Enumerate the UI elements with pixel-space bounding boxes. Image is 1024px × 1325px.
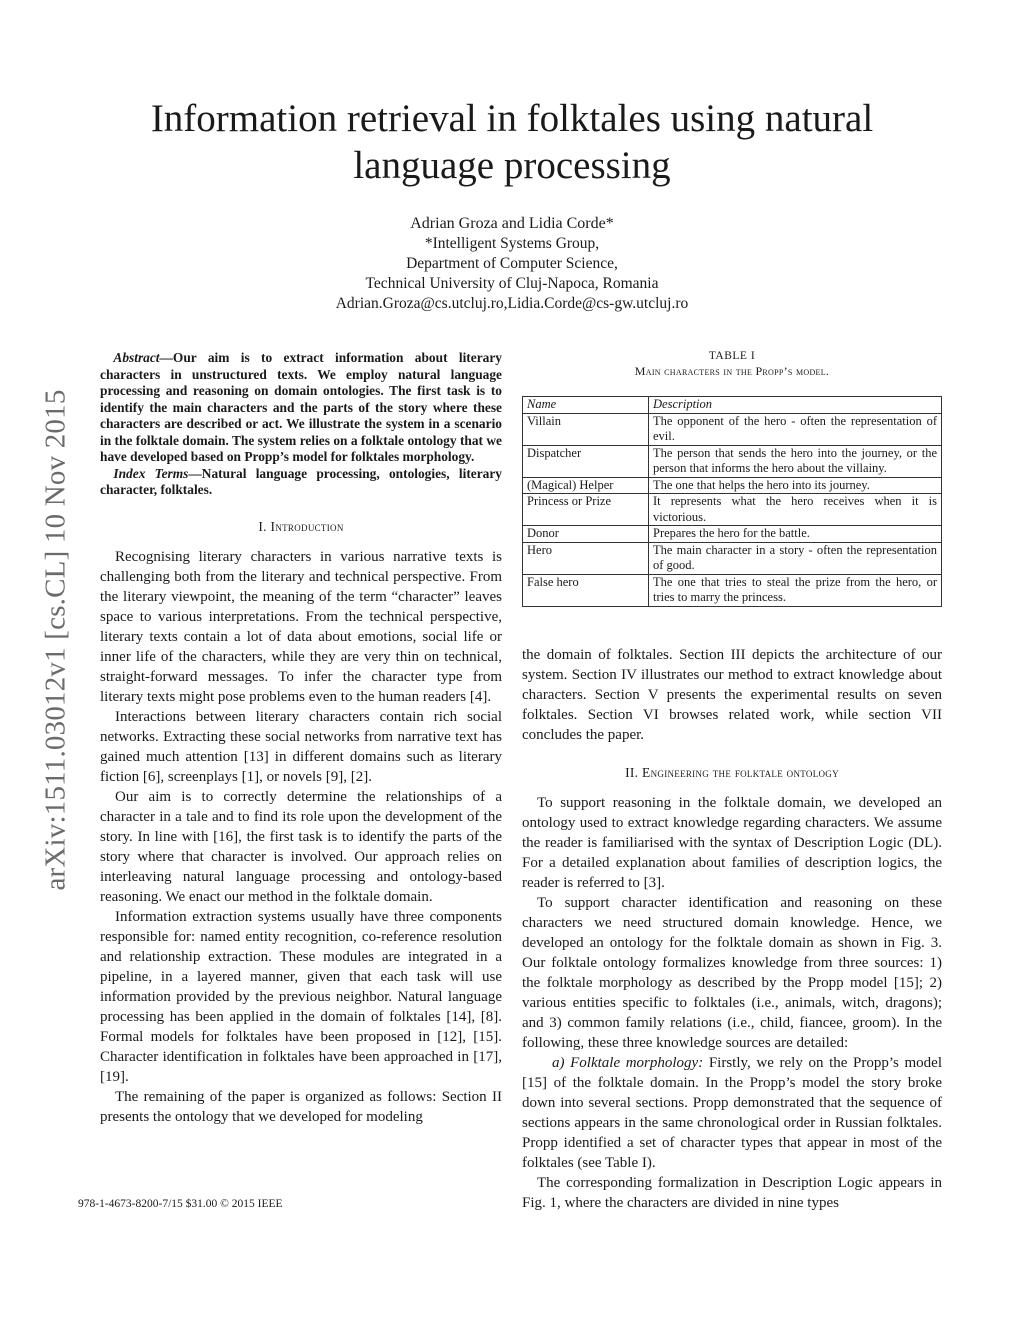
section-title: Engineering the folktale ontology [642,764,839,780]
paragraph: Our aim is to correctly determine the relationships of a character in a tale and to find its role upon the development of the story. In line with [16], the first task is to identify the parts of the story where that character is involved. Our approach relies on interleaving natural language processing and ontology-based reasoning. We enact our method in the folktale domain. [100,788,502,905]
abstract-lead: Abstract [113,350,160,365]
table-label: TABLE I [708,350,756,362]
table-row [523,445,942,477]
introduction-body [100,547,502,1127]
table-row [523,542,942,574]
section-heading-ontology [522,765,942,781]
section-number: II. [625,764,639,780]
table-header-cell: Description [649,397,942,414]
table-row [523,526,942,543]
copyright-footer: 978-1-4673-8200-7/15 $31.00 © 2015 IEEE [78,1198,283,1210]
section-title: Introduction [270,518,344,534]
right-column [522,350,942,1213]
affiliation-line: *Intelligent Systems Group, [424,235,600,252]
section-number: I. [258,518,267,534]
abstract-text: —Our aim is to extract information about literary characters in unstructured texts. We employ natural language processing and reasoning on domain ontologies. The first task is to identify the main characters and the parts of the story where these characters are described or act. We illustrate the system in a scenario in the folktale domain. The system relies on a folktale ontology that we have developed based on Propp’s model for folktales morphology. [100,350,502,464]
table-cell-name: Princess or Prize [523,494,649,526]
table-cell-description: Prepares the hero for the battle. [649,526,942,543]
characters-table [522,396,942,607]
table-caption: Main characters in the Propp’s model. [634,364,830,378]
paragraph: The corresponding formalization in Description Logic appears in Fig. 1, where the characters are divided in nine types [522,1174,942,1211]
section-heading-introduction [100,519,502,535]
table-cell-name: Dispatcher [523,445,649,477]
item-title: a) Folktale morphology: [552,1054,704,1071]
paragraph: Interactions between literary characters contain rich social networks. Extracting these social networks from narrative text has gained much attention [13] in different domains such as literary fiction [6], screenplays [1], or novels [9], [2]. [100,708,502,785]
paragraph: the domain of folktales. Section III depicts the architecture of our system. Section IV illustrates our method to extract knowledge about characters. Section V presents the experimental results on seven folktales. Section VI browses related work, while section VII concludes the paper. [522,646,942,743]
author-block [150,214,874,314]
table-cell-description: The one that helps the hero into its journey. [649,477,942,494]
paragraph [522,1053,942,1173]
table-row [523,477,942,494]
index-terms-text: —Natural language processing, ontologies, literary character, folktales. [100,465,502,497]
table-header-cell: Name [523,397,649,414]
index-terms-lead: Index Terms [113,465,189,481]
affiliation-line: Technical University of Cluj-Napoca, Romania [365,275,659,292]
table-cell-name: Donor [523,526,649,543]
table-cell-description: It represents what the hero receives when it is victorious. [649,494,942,526]
paper-title: Information retrieval in folktales using natural language processing [150,97,874,187]
affiliation-line: Department of Computer Science, [406,255,618,272]
paragraph: The remaining of the paper is organized as follows: Section II presents the ontology that we developed for modeling [100,1088,502,1125]
table-row [523,413,942,445]
paragraph: To support reasoning in the folktale domain, we developed an ontology used to extract knowledge regarding characters. We assume the reader is familiarised with the syntax of Description Logic (DL). For a detailed explanation about families of description logics, the reader is referred to [3]. [522,794,942,891]
table-cell-name: False hero [523,574,649,606]
paragraph: Information extraction systems usually have three components responsible for: named entity recognition, co-reference resolution and relationship extraction. These modules are integrated in a pipeline, in a layered manner, given that each task will use information provided by the previous neighbor. Natural language processing has been applied in the domain of folktales [14], [8]. Formal models for folktales have been proposed in [12], [15]. Character identification in folktales have been approached in [17], [19]. [100,908,502,1085]
table-cell-description: The person that sends the hero into the journey, or the person that informs the hero about the villainy. [649,445,942,477]
table-cell-description: The main character in a story - often the representation of good. [649,542,942,574]
right-body [522,645,942,1213]
paragraph: To support character identification and reasoning on these characters we need structured domain knowledge. Hence, we developed an ontology for the folktale domain as shown in Fig. 3. Our folktale ontology formalizes knowledge from three sources: 1) the folktale morphology as described by the Propp model [15]; 2) various entities specific to folktales (i.e., animals, witch, dragons); and 3) common family relations (i.e., child, fiancee, groom). In the following, these three knowledge sources are detailed: [522,894,942,1051]
table-block [522,350,942,607]
table-cell-name: (Magical) Helper [523,477,649,494]
table-cell-description: The one that tries to steal the prize from the hero, or tries to marry the princess. [649,574,942,606]
abstract [100,350,502,466]
arxiv-stamp: arXiv:1511.03012v1 [cs.CL] 10 Nov 2015 [39,389,72,891]
table-cell-description: The opponent of the hero - often the representation of evil. [649,413,942,445]
left-column [100,350,502,1127]
item-text: Firstly, we rely on the Propp’s model [15] of the folktale domain. In the Propp’s model the story broke down into several sections. Propp demonstrated that the sequence of sections appears in the same chronological order in Russian folktales. Propp identified a set of character types that appear in most of the folktales (see Table I). [522,1054,942,1171]
paragraph: Recognising literary characters in various narrative texts is challenging both from the literary and technical perspective. From the literary viewpoint, the meaning of the term “character” leaves space to various interpretations. From the technical perspective, literary texts contain a lot of data about emotions, social life or inner life of the characters, while they are very thin on technical, straight-forward messages. To infer the character type from literary texts might pose problems even to the human readers [4]. [100,548,502,705]
table-cell-name: Villain [523,413,649,445]
index-terms [100,466,502,499]
table-row [523,574,942,606]
table-cell-name: Hero [523,542,649,574]
author-emails: Adrian.Groza@cs.utcluj.ro,Lidia.Corde@cs-gw.utcluj.ro [335,295,689,312]
table-header-row [523,397,942,414]
table-row [523,494,942,526]
author-names: Adrian Groza and Lidia Corde* [410,215,614,232]
